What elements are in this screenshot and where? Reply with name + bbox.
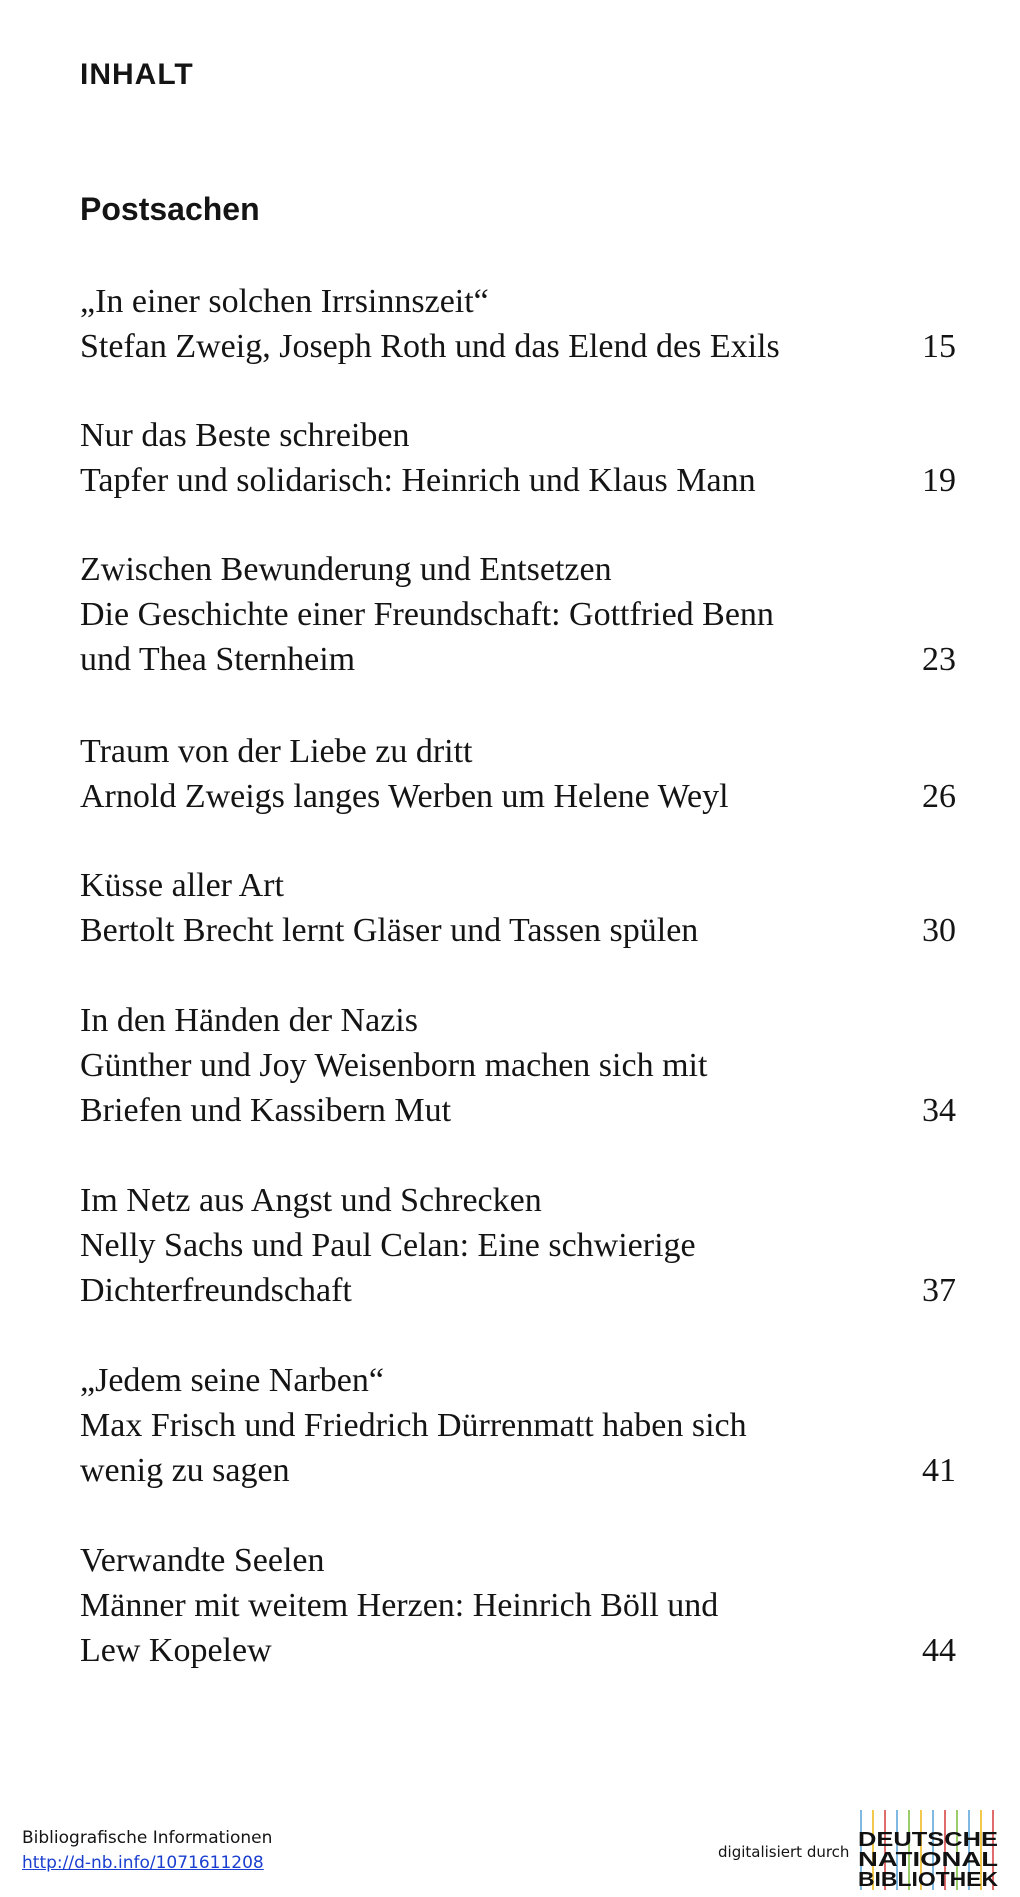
page-number: 37 — [922, 1272, 956, 1309]
section-title: Postsachen — [80, 191, 260, 227]
page-number: 23 — [922, 641, 956, 678]
entry-subtitle: Arnold Zweigs langes Werben um Helene Weyl — [80, 778, 729, 815]
entry-title: „Jedem seine Narben“ — [80, 1362, 384, 1399]
entry-subtitle: Stefan Zweig, Joseph Roth und das Elend des Exils — [80, 328, 780, 365]
page-number: 30 — [922, 912, 956, 949]
toc-entry — [80, 1178, 960, 1313]
entry-title: Verwandte Seelen — [80, 1542, 325, 1579]
toc-heading: INHALT — [80, 58, 194, 91]
entry-title: Traum von der Liebe zu dritt — [80, 733, 473, 770]
entry-subtitle: Bertolt Brecht lernt Gläser und Tassen spülen — [80, 912, 699, 949]
toc-entry — [80, 729, 960, 819]
page-number: 41 — [922, 1452, 956, 1489]
entry-title: Küsse aller Art — [80, 867, 284, 904]
dnb-logo — [858, 1810, 1004, 1890]
logo-line: BIBLIOTHEK — [858, 1869, 999, 1890]
toc-entry — [80, 547, 960, 682]
entry-title: Nur das Beste schreiben — [80, 417, 410, 454]
entry-title: Im Netz aus Angst und Schrecken — [80, 1182, 542, 1219]
entry-title: Zwischen Bewunderung und Entsetzen — [80, 551, 612, 588]
toc-entry — [80, 413, 960, 503]
page-number: 15 — [922, 328, 956, 365]
toc-entry — [80, 1358, 960, 1493]
toc-entry — [80, 998, 960, 1133]
page-number: 19 — [922, 462, 956, 499]
entry-title: „In einer solchen Irrsinnszeit“ — [80, 283, 489, 320]
entry-subtitle-cont: Lew Kopelew — [80, 1632, 272, 1669]
entry-subtitle-cont: und Thea Sternheim — [80, 641, 356, 678]
toc-entry — [80, 863, 960, 953]
page-number: 44 — [922, 1632, 956, 1669]
entry-subtitle-cont: Briefen und Kassibern Mut — [80, 1092, 452, 1129]
entry-subtitle: Männer mit weitem Herzen: Heinrich Böll und — [80, 1587, 719, 1624]
entry-subtitle-cont: Dichterfreundschaft — [80, 1272, 352, 1309]
logo-line: NATIONAL — [858, 1849, 998, 1871]
toc-entry — [80, 279, 960, 369]
entry-subtitle: Die Geschichte einer Freundschaft: Gottfried Benn — [80, 596, 774, 633]
page-number: 26 — [922, 778, 956, 815]
entry-title: In den Händen der Nazis — [80, 1002, 418, 1039]
digitization-credit — [718, 1810, 1008, 1890]
bibliographic-info — [22, 1826, 272, 1876]
page-number: 34 — [922, 1092, 956, 1129]
entry-subtitle-cont: wenig zu sagen — [80, 1452, 290, 1489]
bibliographic-link[interactable]: http://d-nb.info/1071611208 — [22, 1853, 264, 1873]
entry-subtitle: Max Frisch und Friedrich Dürrenmatt haben sich — [80, 1407, 747, 1444]
digitized-label: digitalisiert durch — [718, 1843, 850, 1861]
logo-line: DEUTSCHE — [858, 1829, 998, 1851]
bibliographic-label: Bibliografische Informationen — [22, 1828, 273, 1848]
entry-subtitle: Nelly Sachs und Paul Celan: Eine schwierige — [80, 1227, 696, 1264]
entry-subtitle: Tapfer und solidarisch: Heinrich und Klaus Mann — [80, 462, 756, 499]
toc-entry — [80, 1538, 960, 1673]
entry-subtitle: Günther und Joy Weisenborn machen sich mit — [80, 1047, 708, 1084]
